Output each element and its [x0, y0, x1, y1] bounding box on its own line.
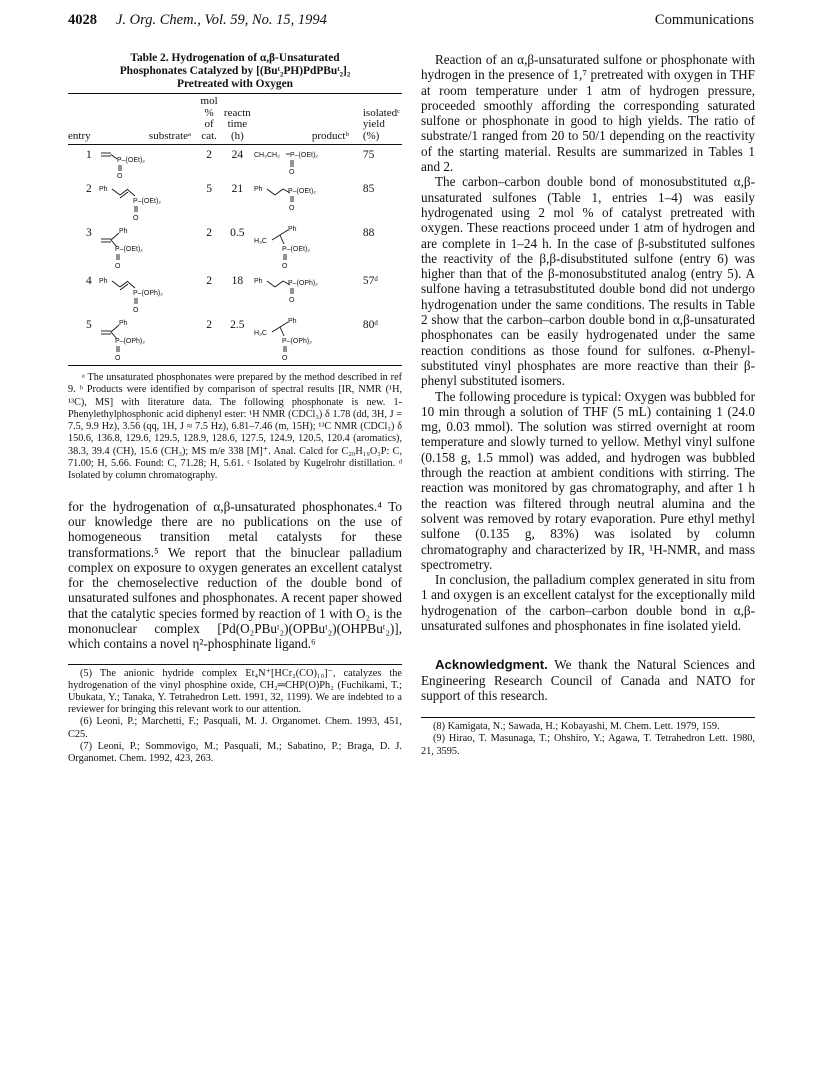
- left-column: [68, 52, 402, 765]
- paragraph: In conclusion, the palladium complex generated in situ from 1 and oxygen is an excellent catalyst for the exceptionally mild hydrogenation of the carbon–carbon double bond in α,β-unsaturated sulfones and phosphonates in fine isolated yield.: [421, 572, 755, 633]
- table-title-line2: Phosphonates Catalyzed by [(Buᵗ₂PH)PdPBuᵗ₂]₂: [119, 65, 351, 77]
- svg-text:CH₃CH₂: CH₃CH₂: [253, 152, 280, 159]
- right-column: [421, 52, 755, 758]
- acknowledgment: [421, 657, 755, 703]
- svg-text:O: O: [281, 355, 287, 362]
- header-time1: reactn: [221, 94, 253, 120]
- table-row: [68, 315, 402, 366]
- svg-text:H₃C: H₃C: [253, 330, 267, 337]
- svg-text:P⁠–(OEt)₂: P⁠–(OEt)₂: [132, 198, 161, 205]
- reaction-time: 24: [231, 149, 244, 161]
- right-references: [421, 717, 755, 758]
- beta-phenyl-vinyl-phosphonate-structure: [99, 179, 195, 223]
- svg-text:Ph: Ph: [253, 186, 263, 193]
- p-oet-label: P⁠–(OEt)₂: [116, 157, 145, 164]
- acknowledgment-text: We thank the Natural Sciences and Engineering Research Council of Canada and NATO for support of this research.: [421, 657, 756, 703]
- mol-percent: 5: [206, 183, 212, 195]
- product-structure: [254, 179, 357, 223]
- product-structure: [254, 223, 357, 271]
- svg-text:Ph: Ph: [253, 278, 263, 285]
- svg-text:P⁠–(OEt)₂: P⁠–(OEt)₂: [114, 246, 143, 253]
- svg-text:P⁠–(OPh)₂: P⁠–(OPh)₂: [132, 290, 163, 297]
- running-header: [68, 12, 754, 34]
- acknowledgment-heading: Acknowledgment.: [435, 657, 548, 673]
- table-footnote-text: ᵃ The unsaturated phosphonates were prepared by the method described in ref 9. ᵇ Products were identified by comparison of spectral results [IR, NMR (¹H, ¹³C), MS] with literature data. The following phosphonate is new. 1-Phenylethylphosphonic acid diphenyl ester: ¹H NMR (CDCl₃) δ 1.78 (dd, 3H, J = 7.5, 9.9 Hz), 3.56 (qq, 1H, J ≈ 7.5 Hz), 6.81–7.46 (m, 15H); ¹³C NMR (CDCl₃) δ 150.6, 136.8, 129.6, 129.5, 128.9, 128.6, 127.5, 124.9, 120.5, 120.4 (aromatics), 38.3, 39.4 (CH), 15.6 (CH₃); MS m/e 338 [M]⁺. Anal. Calcd for C₂₀H₁₉O₃P: C, 71.00; H, 5.66. Found: C, 71.28; H, 5.61. ᶜ Isolated by Kugelrohr distillation. ᵈ Isolated by column chromatography.: [68, 372, 402, 482]
- svg-text:Ph: Ph: [287, 226, 297, 233]
- header-yield2: yield (%): [357, 119, 402, 145]
- header-substrate: substrateᵃ: [99, 119, 198, 145]
- table-caption: [68, 52, 402, 91]
- entry-number: 3: [86, 227, 92, 239]
- svg-text:O: O: [114, 263, 120, 270]
- alpha-phenyl-vinyl-diphenylphosphonate-structure: [99, 315, 195, 365]
- product-structure: [254, 271, 357, 315]
- hydrogenation-table: [68, 93, 402, 366]
- left-body-text: [68, 499, 402, 652]
- svg-text:O: O: [116, 173, 122, 179]
- svg-text:P⁠–(OPh)₂: P⁠–(OPh)₂: [281, 338, 312, 345]
- ethyl-phosphonate-structure: [254, 145, 354, 179]
- product-structure: [254, 145, 357, 180]
- table-row: [68, 179, 402, 223]
- reaction-time: 21: [231, 183, 244, 195]
- svg-text:O: O: [288, 169, 294, 176]
- table-number: Table 2.: [130, 52, 169, 64]
- vinyl-phosphonate-structure: [99, 145, 195, 179]
- svg-text:Ph: Ph: [287, 318, 297, 325]
- substrate-structure: [99, 145, 198, 180]
- table-footnotes: [68, 372, 402, 483]
- isolated-yield: 57ᵈ: [362, 275, 378, 287]
- reference-6: (6) Leoni, P.; Marchetti, F.; Pasquali, M. J. Organomet. Chem. 1993, 451, C25.: [68, 716, 402, 740]
- phenethyl-phosphonate-structure: [254, 179, 354, 223]
- entry-number: 5: [68, 315, 99, 366]
- svg-text:Ph: Ph: [98, 278, 108, 285]
- reference-9: (9) Hirao, T. Masunaga, T.; Ohshiro, Y.; Agawa, T. Tetrahedron Lett. 1980, 21, 3595.: [421, 733, 755, 757]
- entry-number: 1: [86, 149, 92, 161]
- svg-text:P⁠–(OEt)₂: P⁠–(OEt)₂: [281, 246, 310, 253]
- page-number: 4028: [68, 12, 97, 28]
- header-product: productᵇ: [254, 119, 357, 145]
- header-blank: [99, 94, 198, 120]
- svg-text:Ph: Ph: [98, 186, 108, 193]
- svg-text:O: O: [288, 205, 294, 212]
- isolated-yield: 75: [362, 149, 375, 161]
- header-blank: [68, 94, 99, 120]
- journal-citation: J. Org. Chem., Vol. 59, No. 15, 1994: [116, 12, 327, 28]
- paragraph: for the hydrogenation of α,β-unsaturated phosphonates.⁴ To our knowledge there are no publications on the use of homogeneous transition metal catalysts for these transformations.⁵ We report that the binuclear palladium complex on exposure to oxygen generates an excellent catalyst for the chemoselective reduction of the double bond of unsaturated sulfones and phosphonates. A recent paper showed that the catalytic species formed by reaction of 1 with O₂ is the mononuclear complex [Pd(O₂PBuᵗ₂)(OPBuᵗ₂)(OHPBuᵗ₂)], which contains a novel η²-phosphinate ligand.⁶: [68, 498, 402, 652]
- section-name: Communications: [654, 12, 754, 28]
- reference-8: (8) Kamigata, N.; Sawada, H.; Kobayashi, M. Chem. Lett. 1979, 159.: [433, 721, 720, 733]
- mol-percent: 2: [197, 315, 221, 366]
- svg-text:O: O: [132, 215, 138, 222]
- paragraph: The carbon–carbon double bond of monosubstituted α,β-unsaturated sulfones (Table 1, entries 1–4) was easily hydrogenated using 2 mol % of catalyst pretreated with oxygen. These reactions proceed under 1 atm of hydrogen and are complete in 1–24 h. In the case of β-substituted sulfones the reactivity of the β,β-disubstituted sulfone (entry 6) was higher than that of the β-monosubstituted analog (entry 5). A sulfone having a tetrasubstituted double bond did not undergo hydrogenation under the same conditions. The results in Table 2 show that the carbon–carbon double bond in α,β-unsaturated phosphonates can be easily hydrogenated under the same reaction conditions as those found for sulfones. α-Phenyl-substituted vinyl phosphates are more reactive than their β-phenyl substituted isomers.: [421, 174, 755, 389]
- header-yield1: isolatedᶜ: [357, 94, 402, 120]
- reference-7: (7) Leoni, P.; Sommovigo, M.; Pasquali, M.; Sabatino, P.; Braga, D. J. Organomet. Chem. 1992, 423, 263.: [68, 740, 402, 765]
- reaction-time: 2.5: [221, 315, 253, 366]
- table-title-line3: Pretreated with Oxygen: [177, 78, 293, 90]
- isolated-yield: 88: [362, 227, 375, 239]
- product-structure: [254, 315, 357, 366]
- entry-number: 4: [86, 275, 92, 287]
- beta-phenyl-vinyl-diphenylphosphonate-structure: [99, 271, 195, 315]
- left-references: [68, 664, 402, 766]
- alpha-phenyl-vinyl-phosphonate-structure: [99, 223, 195, 271]
- svg-text:O: O: [288, 297, 294, 304]
- table-title-line1: Hydrogenation of α,β-Unsaturated: [171, 52, 340, 64]
- svg-text:O: O: [281, 263, 287, 270]
- right-body-text: [421, 52, 755, 703]
- svg-text:P⁠–(OPh)₂: P⁠–(OPh)₂: [287, 280, 318, 287]
- svg-text:O: O: [114, 355, 120, 362]
- header-mol2: of cat.: [197, 119, 221, 145]
- header-mol1: mol %: [197, 94, 221, 120]
- isolated-yield: 85: [362, 183, 375, 195]
- paragraph: Reaction of an α,β-unsaturated sulfone or phosphonate with hydrogen in the presence of 1,⁷ pretreated with oxygen in THF at room temperature under 1 atm of hydrogen pressure, proceeded smoothly affording the corresponding saturated sulfone or phosphonate in good to high yields. The ratio of substrate/1 ranged from 20 to 50/1 depending on the reactivity of the starting material. Results are summarized in Tables 1 and 2.: [421, 52, 755, 175]
- 1-phenylethyl-diphenylphosphonate-structure: [254, 315, 354, 365]
- reaction-time: 18: [231, 275, 244, 287]
- substrate-structure: [99, 315, 198, 366]
- header-blank: [254, 94, 357, 120]
- isolated-yield: 80ᵈ: [357, 315, 402, 366]
- table-row: [68, 223, 402, 271]
- svg-text:P⁠–(OPh)₂: P⁠–(OPh)₂: [114, 338, 145, 345]
- header-time2: time (h): [221, 119, 253, 145]
- paragraph: The following procedure is typical: Oxygen was bubbled for 10 min through a solution of THF (5 mL) containing 1 (24.0 mg, 0.03 mmol). The solution was stirred overnight at room temperature and slowly turned to yellow. Methyl vinyl sulfone (0.158 g, 1.5 mmol) was added, and hydrogen was bubbled through the reaction at ambient conditions with stirring. The reaction was monitored by gas chromatography, and after 1 h the reaction was filtered through neutral alumina and the solvent was removed by rotary evaporation. Pure ethyl methyl sulfone (0.135 g, 83%) was isolated by column chromatography and characterized by IR, ¹H-NMR, and mass spectrometry.: [421, 388, 755, 572]
- svg-text:P⁠–(OEt)₂: P⁠–(OEt)₂: [289, 152, 318, 159]
- reaction-time: 0.5: [230, 227, 245, 239]
- header-entry: entry: [68, 119, 99, 145]
- mol-percent: 2: [206, 227, 212, 239]
- table-row: [68, 145, 402, 180]
- mol-percent: 2: [206, 149, 212, 161]
- entry-number: 2: [86, 183, 92, 195]
- 1-phenylethyl-phosphonate-structure: [254, 223, 354, 271]
- substrate-structure: [99, 271, 198, 315]
- mol-percent: 2: [206, 275, 212, 287]
- table-row: [68, 271, 402, 315]
- svg-text:O: O: [132, 307, 138, 314]
- substrate-structure: [99, 223, 198, 271]
- svg-text:Ph: Ph: [118, 320, 128, 327]
- svg-text:Ph: Ph: [118, 228, 128, 235]
- substrate-structure: [99, 179, 198, 223]
- phenethyl-diphenylphosphonate-structure: [254, 271, 354, 315]
- reference-5: (5) The anionic hydride complex Et₄N⁺[HCr₂(CO)₁₀]⁻, catalyzes the hydrogenation of the vinyl phosphine oxide, CH₂═CHP(O)Ph₂ (Fuchikami, T.; Ubukata, Y.; Tanaka, Y. Tetrahedron Lett. 1991, 32, 1199). We are indebted to a reviewer for bringing this relevant work to our attention.: [68, 667, 402, 716]
- svg-text:P⁠–(OEt)₂: P⁠–(OEt)₂: [287, 188, 316, 195]
- svg-text:H₃C: H₃C: [253, 238, 267, 245]
